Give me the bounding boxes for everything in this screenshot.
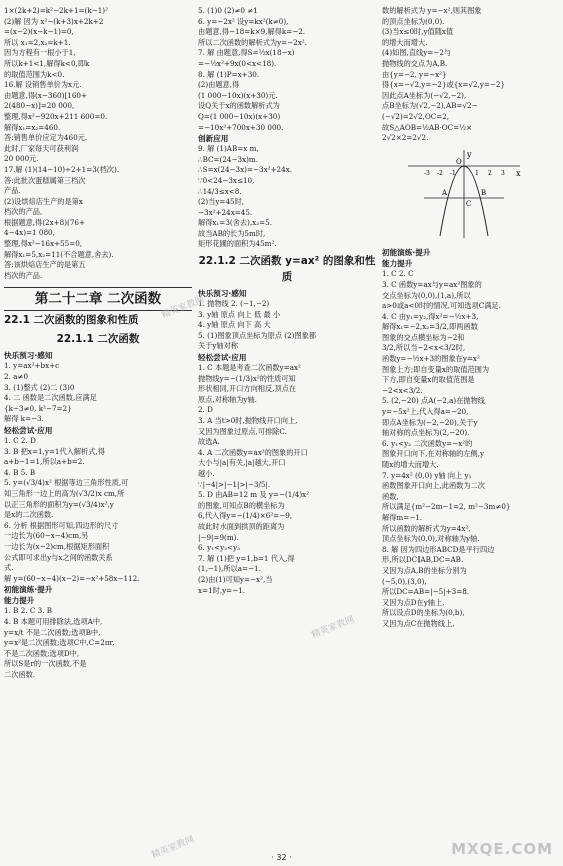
chapter-title: 第二十二章 二次函数 [4, 287, 192, 311]
text-line: x=1时,y=−1. [198, 585, 246, 595]
section-heading: 初能演练·提升 [4, 585, 53, 595]
subsection-title-1: 22.1.1 二次函数 [56, 333, 140, 346]
section-heading: 初能演练·提升 [382, 248, 431, 258]
left-top-block [4, 6, 192, 80]
left-body-block [4, 350, 192, 680]
text-line: 1. C 2. C [382, 269, 414, 279]
text-line: 解得x₁=−2,x₂=3/2,即两函数 [382, 322, 478, 332]
text-line: 式. [4, 563, 14, 573]
text-line: 4. A 二次函数y=ax²的图象的开口 [198, 447, 308, 457]
middle-body-block [198, 288, 376, 596]
text-line: 形,所以DC∥AB,DC=AB. [382, 555, 464, 565]
text-line: 点B坐标为(√2,−2),AB=√2− [382, 101, 478, 111]
text-line: 档次的产品, [4, 207, 43, 217]
text-line: 产品. [4, 186, 21, 196]
text-line: 2. a≠0 [4, 372, 29, 382]
text-line: 5. (1)图象顶点坐标为原点 (2)图象都 [198, 330, 317, 340]
text-line: 1. y=ax²+bx+c [4, 361, 60, 371]
watermark: 精英家教网 [160, 294, 206, 321]
text-line: 4. y轴 原点 向下 高 大 [198, 320, 271, 330]
text-line: 一边长为(x−2)cm,根据矩形面积 [4, 541, 110, 551]
subsection-title-2: 22.1.2 二次函数 y=ax² 的图象和性质 [198, 255, 376, 284]
text-line: 因此点A坐标为(−√2,−2), [382, 90, 467, 100]
text-line: 解得x₁=5,x₂=11(不合题意,舍去). [4, 249, 114, 259]
page-number: · 32 · [271, 853, 292, 862]
text-line: 的顶点坐标为(0,0). [382, 16, 445, 26]
text-line: 整理,得x²−920x+211 600=0. [4, 111, 108, 121]
text-line: 随x的增大而增大. [382, 460, 439, 469]
tick-label: 1 [475, 169, 479, 177]
text-line: 图象上方;即自变量x的取值范围为 [382, 364, 490, 374]
text-line: 不是二次函数;选项D中, [4, 648, 80, 658]
text-line: 解 y=(60−x−4)(x−2)=−x²+58x−112. [4, 573, 140, 583]
text-line: 故S△AOB=½AB·OC=½× [382, 122, 473, 132]
text-line: {k−3≠0, k²−7=2} [4, 403, 72, 413]
text-line: y=x²是二次函数;选项C中,C=2πr, [4, 638, 115, 648]
point-b-label: B [481, 188, 487, 197]
column-middle [198, 6, 376, 596]
text-line: 整理,得x²−16x+55=0, [4, 239, 83, 249]
text-line: 矩形花圃的面积为45m². [198, 239, 277, 249]
text-line: 以正三角形的面积为y=(√3/4)x²,y [4, 499, 114, 509]
text-line: ∵0<24−3x≤10, [198, 175, 255, 185]
text-line: (1 000−10x)(x+30)元. [198, 90, 278, 100]
text-line: 根据题意,得(2x+8)(76+ [4, 217, 86, 227]
text-line: 解得 k=−3. [4, 414, 44, 424]
text-line: 6. 分析 根据图形可知,四边形的尺寸 [4, 520, 119, 530]
tick-label: -2 [437, 169, 443, 177]
text-line: 5. (1)0 (2)≠0 ≠1 [198, 6, 258, 15]
text-line: 5. (2,−20) 点A(−2,a)在抛物线 [382, 396, 485, 406]
text-line: y=−5x²上,代入得a=−20, [382, 407, 469, 417]
text-line: 3. C 函数y=ax与y=ax²图象的 [382, 279, 482, 289]
text-line: 大小与|a|有关,|a|越大,开口 [198, 458, 286, 468]
text-line: 的增大而增大. [382, 37, 428, 47]
text-line: =(x−2)(x−k−1)=0, [4, 27, 74, 37]
text-line: 2(480−x)]=20 000, [4, 101, 75, 111]
text-line: 又因为图象过原点,可排除C. [198, 426, 287, 436]
text-line: 4. 二 函数是二次函数,应满足 [4, 393, 97, 403]
point-c-label: C [466, 199, 472, 208]
text-line: ∴BC=(24−3x)m. [198, 154, 259, 164]
section-heading: 轻松尝试·应用 [198, 353, 247, 363]
text-line: 6. y=−2x² 设y=kx²(k≠0), [198, 16, 289, 26]
section-heading: 能力提升 [382, 259, 413, 269]
text-line: 所以 x₁=2,x₂=k+1. [4, 37, 71, 47]
text-line: 7. y=4x² (0,0) y轴 向上 y₁ [382, 470, 472, 480]
text-line: 所以函数的解析式为y=4x², [382, 523, 471, 533]
tick-label: -3 [424, 169, 430, 177]
text-line: 的取值范围为k<0. [4, 69, 65, 79]
text-line: a>0或a<0时的情况,可知选项C满足. [382, 301, 501, 311]
text-line: 所以满足{m²−2m−1=2, m²−3m≠0} [382, 502, 511, 512]
text-line: 4−4x)=1 080, [4, 228, 55, 238]
tick-label: 2 [488, 169, 492, 177]
tick-label: -1 [450, 169, 456, 177]
text-line: 由题意,得−18=k×9,解得k=−2. [198, 27, 306, 37]
text-line: 二次函数. [4, 669, 36, 679]
text-line: −3x²+24x=45. [198, 207, 253, 217]
text-line: −2<x<3/2. [382, 385, 423, 395]
text-line: 知三角形一边上的高为(√3/2)x cm,所 [4, 488, 125, 498]
text-line: 7. 解 由题意,得S=½x(18−x) [198, 48, 295, 58]
text-line: 解得x₁=3(舍去),x₂=5. [198, 218, 272, 228]
origin-label: O [456, 157, 462, 166]
text-line: |−9|=9(m). [198, 532, 239, 542]
x-axis-label: x [516, 168, 521, 178]
text-line: 由题意,得(x−360)[160+ [4, 90, 87, 100]
section-heading: 创新应用 [198, 134, 229, 144]
text-line: 6. y₁<y₂ 二次函数y=−x²的 [382, 438, 473, 448]
text-line: 抛物线y=−(1/3)x²的性质可知 [198, 373, 296, 383]
text-line: 所以设点D的坐标为(0,b), [382, 608, 465, 618]
text-line: 5. D 由AB=12 m 及 y=−(1/4)x² [198, 490, 310, 500]
text-line: (1,−1),所以a=−1. [198, 564, 261, 574]
text-line: 所以二次函数的解析式为y=−2x². [198, 37, 307, 47]
text-line: =−10x²+700x+30 000. [198, 122, 284, 132]
text-line: 解得m=−1. [382, 512, 423, 522]
section-heading: 快乐预习·感知 [4, 351, 53, 361]
section-heading: 轻松尝试·应用 [4, 426, 53, 435]
text-line: 设Q关于x的函数解析式为 [198, 101, 280, 111]
right-body-block [382, 247, 560, 629]
left-answers-16-17 [4, 80, 192, 281]
text-line: 2√2×2=2√2. [382, 133, 429, 143]
text-line: 8. 解 (1)P=x+30. [198, 69, 260, 79]
column-right [382, 6, 560, 630]
text-line: ∴14/3≤x<8. [198, 186, 242, 196]
text-line: 又因为点A,B的坐标分别为 [382, 565, 467, 575]
text-line: 3/2,所以当−2<x<3/2时, [382, 343, 466, 353]
text-line: 16.解 设销售单价为x元. [4, 80, 82, 90]
section-heading: 能力提升 [4, 596, 35, 606]
text-line: 1. 抛物线 2. (−1,−2) [198, 299, 270, 309]
text-line: 解得x₁=x₂=460. [4, 122, 61, 132]
watermark: 精英家教网 [150, 834, 196, 861]
text-line: 顶点坐标为(0,0),对称轴为y轴. [382, 534, 480, 544]
text-line: 数的解析式为 y=−x²,则其图象 [382, 6, 482, 15]
text-line: 下方,即自变量x的取值范围是 [382, 375, 475, 385]
text-line: 抛物线的交点为A,B. [382, 58, 448, 68]
text-line: 此时,厂家每天可获利润 [4, 143, 79, 153]
text-line: 答:销售单价应定为460元. [4, 133, 88, 143]
text-line: 1. C 2. D [4, 436, 36, 445]
text-line: 函数y=−½x+3的图象在y=x² [382, 354, 480, 364]
watermark: 精英家教网 [310, 614, 356, 641]
tick-label: 3 [501, 169, 505, 177]
text-line: 6,代入得y=−(1/4)×6²=−9, [198, 511, 293, 521]
text-line: (3)当x≤0时,y值随x值 [382, 27, 454, 37]
text-line: 4. C 由y₁=y₂,得x²=−½x+3, [382, 311, 479, 321]
text-line: 越小. [198, 468, 215, 478]
text-line: 形状相同,开口方向相反,顶点在 [198, 384, 297, 394]
text-line: (−5,0),(3,0), [382, 576, 427, 586]
text-line: 5. y=(√3/4)x² 根据等边三角形性质,可 [4, 478, 129, 488]
text-line: 1. B 2. C 3. B [4, 606, 53, 616]
text-line: 8. 解 因为四边形ABCD是平行四边 [382, 544, 495, 554]
text-line: 由{y=−2, y=−x²} [382, 69, 447, 79]
text-line: 原点,对称轴为y轴. [198, 394, 257, 404]
text-line: 故此时水面到拱顶的距离为 [198, 521, 285, 531]
text-line: 交点坐标为(0,0),(1,a),所以 [382, 290, 471, 300]
y-axis-label: y [467, 149, 472, 159]
text-line: (4)如图,直线y=−2与 [382, 48, 452, 58]
text-line: 图象开口向下,在对称轴的左侧,y [382, 449, 485, 459]
text-line: 轴对称的点坐标为(2,−20). [382, 428, 470, 438]
text-line: 公式即可求出y与x之间的函数关系 [4, 552, 113, 562]
text-line: (2)设烘焙店生产的是第x [4, 196, 83, 206]
text-line: 所以DC=AB=|−5|+3=8. [382, 587, 470, 597]
right-top-block [382, 6, 560, 144]
section-heading: 快乐预习·感知 [198, 289, 247, 299]
text-line: (2)当y=45时, [198, 197, 245, 207]
text-line: y=x/t 不是二次函数;选项B中, [4, 627, 101, 637]
site-logo: MXQE.COM [451, 840, 553, 858]
text-line: 1×(2k+2)=k²−2k+1=(k−1)² [4, 6, 108, 15]
text-line: 1. C 本题是考查二次函数y=ax² [198, 363, 301, 373]
text-line: 4. B 本题可用排除法,选项A中, [4, 616, 103, 626]
text-line: 档次的产品. [4, 270, 43, 280]
text-line: 2. D [198, 405, 213, 415]
text-line: ∵|−4|>|−1|>|−3/5|. [198, 479, 271, 489]
text-line: 3. (1)整式 (2)二 (3)0 [4, 382, 75, 392]
text-line: 6. y₁<y₂<y₃ [198, 543, 241, 553]
text-line: 3. B 把x=1,y=1代入解析式,得 [4, 446, 105, 456]
text-line: (2)由题意,得 [198, 80, 240, 90]
text-line: (−√2)=2√2,OC=2, [382, 111, 450, 121]
text-line: 答:该烘焙店生产的是第五 [4, 260, 86, 270]
text-line: 故选A. [198, 437, 220, 447]
text-line: 又因为点C在抛物线上, [382, 618, 455, 628]
text-line: 关于y轴对称 [198, 341, 238, 351]
text-line: =−½x²+9x(0<x<18). [198, 58, 277, 68]
text-line: 答:此批次蛋糕属第三档次 [4, 175, 86, 185]
text-line: 3. A 当t>0时,抛物线开口向上, [198, 416, 298, 425]
text-line: (2)解 因为 x²−(k+3)x+2k+2 [4, 16, 104, 26]
middle-top-block [198, 6, 376, 250]
text-line: Q=(1 000−10x)(x+30) [198, 111, 281, 121]
text-line: 9. 解 (1)AB=x m, [198, 144, 259, 154]
text-line: 得{x=−√2,y=−2}或{x=√2,y=−2} [382, 80, 506, 90]
text-line: ∴S=x(24−3x)=−3x²+24x. [198, 165, 293, 175]
text-line: 17.解 (1)(14−10)÷2+1=3(档次). [4, 164, 120, 174]
column-left [4, 6, 192, 680]
text-line: 20 000元. [4, 154, 39, 164]
text-line: 是x的二次函数. [4, 510, 54, 520]
text-line: 函数, [382, 491, 399, 501]
text-line: 即点A坐标为(−2,−20),关于y [382, 417, 478, 427]
text-line: 3. y轴 原点 向上 低 最 小 [198, 309, 281, 319]
text-line: 7. 解 (1)把 y=1,b=1 代入,得 [198, 553, 295, 563]
text-line: 的图象,可知点B的横坐标为 [198, 500, 285, 510]
text-line: 所以k+1<1,解得k<0,即k [4, 58, 90, 68]
text-line: a+b−1=1,所以a+b=2. [4, 457, 85, 467]
text-line: 图象的交点横坐标为−2和 [382, 332, 465, 342]
text-line: 所以S是r的一次函数,不是 [4, 659, 87, 669]
text-line: 函数图象开口向上,此函数为二次 [382, 481, 485, 491]
text-line: 因为方程有一根小于1, [4, 48, 76, 58]
parabola-graph [404, 148, 524, 240]
text-line: 又因为点D在y轴上, [382, 597, 445, 607]
text-line: 一边长为(60−x−4)cm,另 [4, 531, 89, 541]
text-line: 故当AB的长为5m时, [198, 228, 266, 238]
point-a-label: A [442, 188, 448, 197]
text-line: (2)由(1)可知y=−x²,当 [198, 574, 273, 584]
section-title: 22.1 二次函数的图象和性质 [4, 314, 139, 327]
text-line: 4. B 5. B [4, 467, 36, 477]
